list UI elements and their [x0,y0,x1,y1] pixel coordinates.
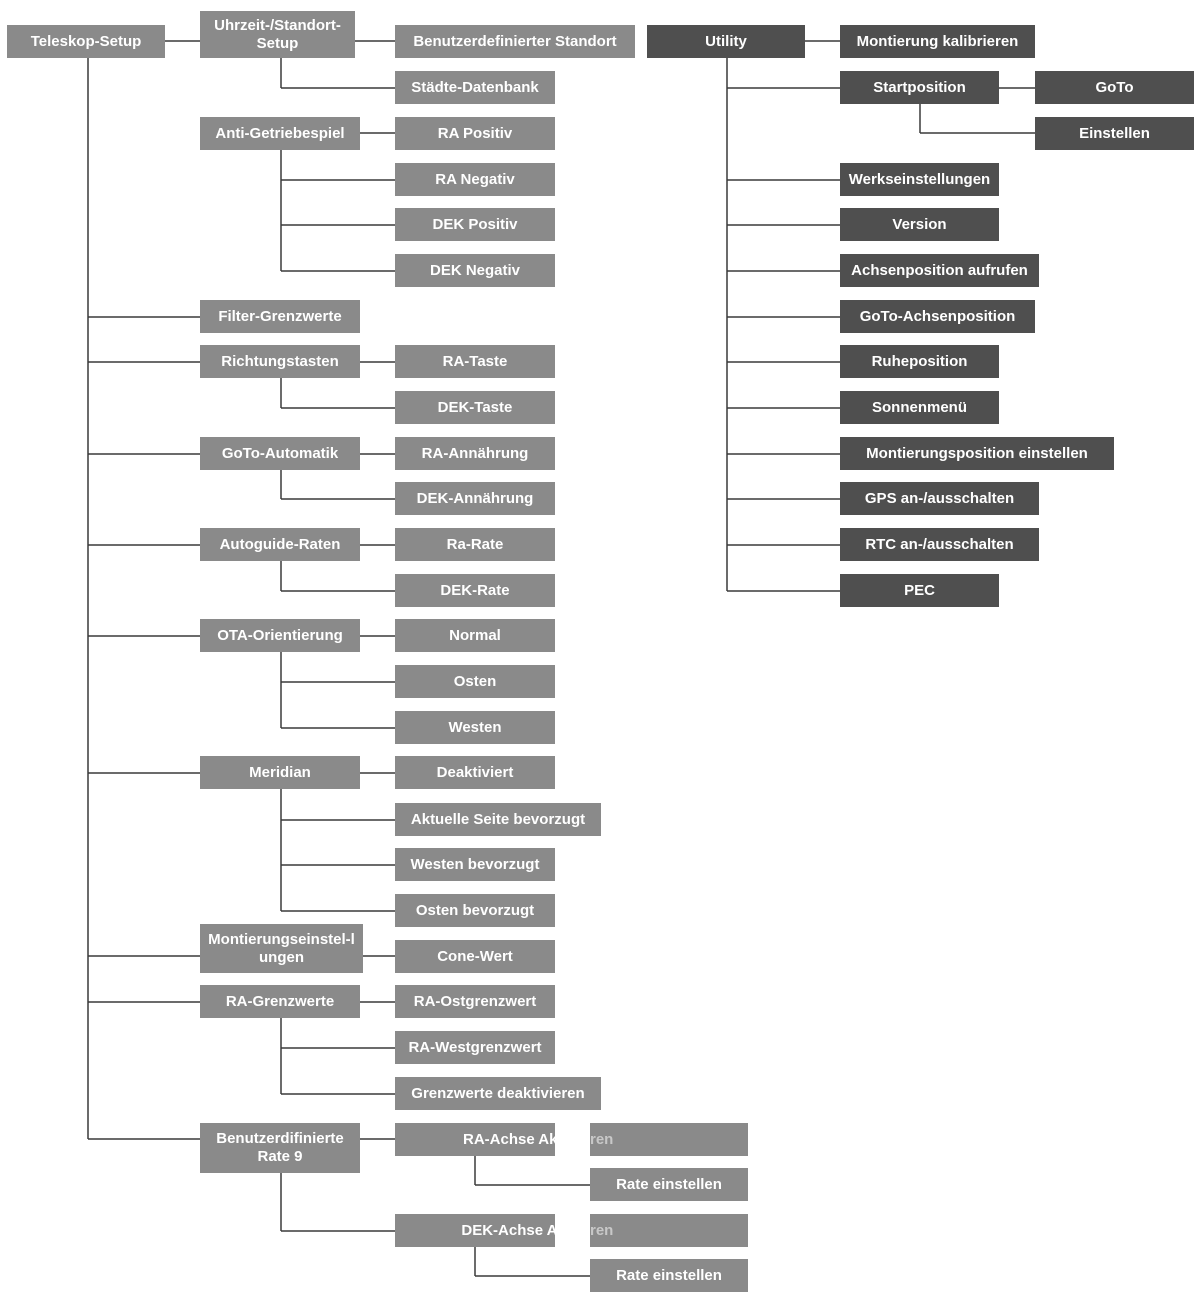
menu-rtc-toggle[interactable] [840,528,1039,561]
menu-label: RA Negativ [435,170,515,188]
menu-meridian-deactivated[interactable] [395,756,555,789]
menu-label: Normal [449,626,501,644]
menu-label: Autoguide-Raten [219,535,341,553]
menu-label: Montierungseinstel-lungen [208,930,355,966]
menu-ota-east[interactable] [395,665,555,698]
menu-autoguide-rates[interactable] [200,528,360,561]
menu-label: Version [892,215,947,233]
menu-label: Ra-Rate [446,535,504,553]
menu-city-database[interactable] [395,71,555,104]
menu-label: DEK Positiv [432,215,518,233]
menu-label: Deaktiviert [436,763,514,781]
menu-ra-positive[interactable] [395,117,555,150]
menu-home-set[interactable] [1035,117,1194,150]
menu-label: RA-Ostgrenzwert [413,992,537,1010]
menu-label: Rate einstellen [616,1175,722,1193]
menu-label: ren [590,1221,614,1239]
menu-dek-positive[interactable] [395,208,555,241]
menu-label: RA Positiv [437,124,513,142]
menu-cone-value[interactable] [395,940,555,973]
menu-custom-site[interactable] [395,25,635,58]
menu-dek-approach[interactable] [395,482,555,515]
menu-label: Rate einstellen [616,1266,722,1284]
menu-ra-axis-activate-overlay[interactable] [590,1123,748,1156]
menu-label: Uhrzeit-/Standort-Setup [214,16,341,52]
menu-label: GoTo-Achsenposition [859,307,1016,325]
menu-factory-settings[interactable] [840,163,999,196]
menu-label: Montierung kalibrieren [856,32,1019,50]
menu-meridian[interactable] [200,756,360,789]
menu-label: Aktuelle Seite bevorzugt [410,810,586,828]
menu-ota-west[interactable] [395,711,555,744]
menu-ra-key[interactable] [395,345,555,378]
menu-label: ren [590,1130,614,1148]
menu-label: DEK-Annährung [416,489,534,507]
menu-label: GoTo-Automatik [221,444,339,462]
menu-label: RTC an-/ausschalten [865,535,1014,553]
menu-label: Benutzerdefinierter Standort [413,32,617,50]
menu-ra-axis-activate[interactable] [395,1123,575,1156]
menu-dek-negative[interactable] [395,254,555,287]
menu-gps-toggle[interactable] [840,482,1039,515]
menu-sun-menu[interactable] [840,391,999,424]
menu-label: Osten bevorzugt [415,901,535,919]
menu-meridian-west[interactable] [395,848,555,881]
menu-ota-orientation[interactable] [200,619,360,652]
menu-calibrate-mount[interactable] [840,25,1035,58]
menu-label: Ruheposition [871,352,968,370]
menu-label: Westen bevorzugt [410,855,540,873]
menu-ra-rate-set[interactable] [590,1168,748,1201]
menu-label: DEK-Rate [440,581,510,599]
menu-dek-rate-set[interactable] [590,1259,748,1292]
menu-label: Osten [453,672,497,690]
menu-pec[interactable] [840,574,999,607]
menu-dek-axis-activate[interactable] [395,1214,575,1247]
menu-label: OTA-Orientierung [217,626,343,644]
menu-anti-backlash[interactable] [200,117,360,150]
menu-meridian-current-side[interactable] [395,803,601,836]
menu-label: Benutzerdifinierte Rate 9 [216,1130,344,1165]
menu-ra-approach[interactable] [395,437,555,470]
menu-label: Städte-Datenbank [411,78,539,96]
menu-label: Grenzwerte deaktivieren [411,1084,585,1102]
menu-custom-rate[interactable] [200,1123,360,1173]
menu-label: GoTo [1095,78,1134,96]
menu-label: Filter-Grenzwerte [218,307,342,325]
menu-ra-negative[interactable] [395,163,555,196]
menu-label: RA-Taste [442,352,508,370]
menu-ra-rate[interactable] [395,528,555,561]
menu-label: Cone-Wert [437,947,513,965]
menu-label: RA-Grenzwerte [225,992,335,1010]
menu-goto-axis-position[interactable] [840,300,1035,333]
menu-dek-axis-activate-overlay[interactable] [590,1214,748,1247]
menu-label: Meridian [249,763,311,781]
menu-mount-position[interactable] [840,437,1114,470]
menu-meridian-east[interactable] [395,894,555,927]
menu-time-site-setup[interactable] [200,11,355,58]
menu-label: DEK-Achse Akti [461,1221,575,1239]
menu-goto-auto[interactable] [200,437,360,470]
menu-label: Einstellen [1079,124,1150,142]
menu-teleskop-setup[interactable] [7,25,165,58]
menu-label: Startposition [873,78,966,96]
menu-label: PEC [904,581,935,599]
menu-label: GPS an-/ausschalten [864,489,1015,507]
menu-utility[interactable] [647,25,805,58]
menu-dek-rate[interactable] [395,574,555,607]
menu-filter-limits[interactable] [200,300,360,333]
menu-home-goto[interactable] [1035,71,1194,104]
menu-version[interactable] [840,208,999,241]
menu-label: Achsenposition aufrufen [851,261,1028,279]
menu-park-position[interactable] [840,345,999,378]
menu-ra-limits[interactable] [200,985,360,1018]
menu-label: Sonnenmenü [871,398,967,416]
menu-home-position[interactable] [840,71,999,104]
menu-axis-position[interactable] [840,254,1039,287]
menu-limits-off[interactable] [395,1077,601,1110]
menu-label: RA-Annährung [421,444,529,462]
menu-label: Montierungsposition einstellen [866,444,1088,462]
menu-label: Richtungstasten [221,352,339,370]
menu-label: Teleskop-Setup [30,32,142,50]
menu-label: DEK Negativ [429,261,521,279]
menu-label: Anti-Getriebespiel [215,124,345,142]
menu-ra-east-limit[interactable] [395,985,555,1018]
menu-dek-key[interactable] [395,391,555,424]
menu-mount-settings[interactable] [200,924,363,973]
menu-direction-keys[interactable] [200,345,360,378]
menu-ota-normal[interactable] [395,619,555,652]
menu-label: Westen [448,718,502,736]
menu-label: RA-Achse Aktiv [463,1130,575,1148]
menu-label: Werkseinstellungen [848,170,991,188]
menu-ra-west-limit[interactable] [395,1031,555,1064]
menu-label: Utility [705,32,747,50]
menu-label: RA-Westgrenzwert [408,1038,542,1056]
menu-label: DEK-Taste [437,398,513,416]
